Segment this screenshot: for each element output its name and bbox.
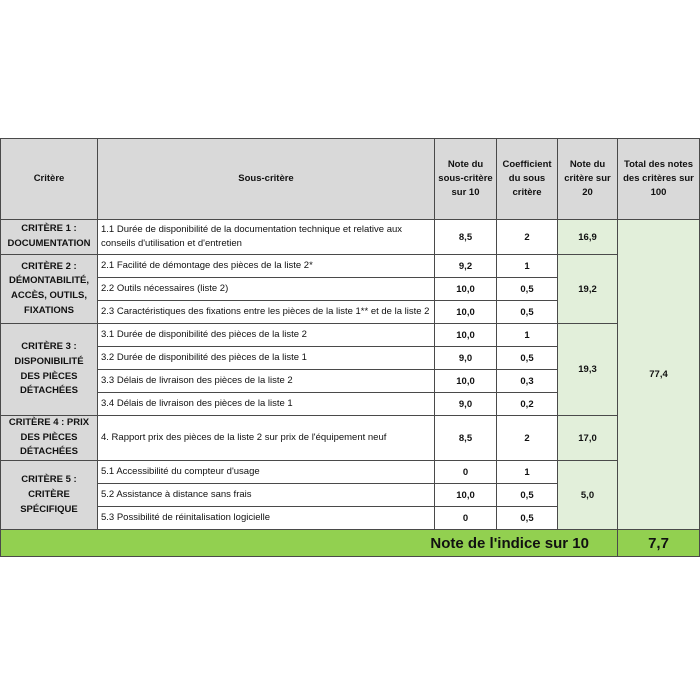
criterion-5-score: 5,0 bbox=[558, 461, 618, 530]
sub-criterion-label: 5.3 Possibilité de réinitalisation logicielle bbox=[98, 507, 435, 530]
header-total: Total des notes des critères sur 100 bbox=[618, 139, 700, 220]
header-sous-critere: Sous-critère bbox=[98, 139, 435, 220]
criterion-2-score: 19,2 bbox=[558, 255, 618, 324]
sub-criterion-coef: 1 bbox=[497, 255, 558, 278]
sub-criterion-note: 9,2 bbox=[435, 255, 497, 278]
sub-criterion-coef: 0,5 bbox=[497, 484, 558, 507]
footer-row bbox=[1, 530, 700, 557]
sub-criterion-label: 3.3 Délais de livraison des pièces de la liste 2 bbox=[98, 370, 435, 393]
header-row bbox=[1, 139, 700, 220]
table-row bbox=[1, 255, 700, 278]
sub-criterion-label: 2.1 Facilité de démontage des pièces de la liste 2* bbox=[98, 255, 435, 278]
sub-criterion-coef: 0,5 bbox=[497, 347, 558, 370]
sub-criterion-note: 9,0 bbox=[435, 347, 497, 370]
table-row bbox=[1, 416, 700, 461]
table-row bbox=[1, 461, 700, 484]
footer-label: Note de l'indice sur 10 bbox=[1, 530, 618, 557]
criterion-3-name: CRITÈRE 3 : DISPONIBILITÉ DES PIÈCES DÉTACHÉES bbox=[1, 324, 98, 416]
criterion-1-name: CRITÈRE 1 : DOCUMENTATION bbox=[1, 220, 98, 255]
criterion-3-score: 19,3 bbox=[558, 324, 618, 416]
table-row bbox=[1, 220, 700, 255]
sub-criterion-coef: 0,3 bbox=[497, 370, 558, 393]
sub-criterion-coef: 2 bbox=[497, 416, 558, 461]
criterion-4-name: CRITÈRE 4 : PRIX DES PIÈCES DÉTACHÉES bbox=[1, 416, 98, 461]
sub-criterion-coef: 2 bbox=[497, 220, 558, 255]
header-note-sous-critere: Note du sous-critère sur 10 bbox=[435, 139, 497, 220]
sub-criterion-label: 4. Rapport prix des pièces de la liste 2 sur prix de l'équipement neuf bbox=[98, 416, 435, 461]
sub-criterion-label: 1.1 Durée de disponibilité de la documentation technique et relative aux conseils d'utilisation et d'entretien bbox=[98, 220, 435, 255]
sub-criterion-note: 9,0 bbox=[435, 393, 497, 416]
sub-criterion-note: 0 bbox=[435, 461, 497, 484]
sub-criterion-note: 10,0 bbox=[435, 301, 497, 324]
sub-criterion-note: 10,0 bbox=[435, 324, 497, 347]
sub-criterion-note: 10,0 bbox=[435, 484, 497, 507]
sub-criterion-note: 10,0 bbox=[435, 278, 497, 301]
sub-criterion-coef: 1 bbox=[497, 461, 558, 484]
criterion-1-score: 16,9 bbox=[558, 220, 618, 255]
header-coefficient: Coefficient du sous critère bbox=[497, 139, 558, 220]
sub-criterion-note: 10,0 bbox=[435, 370, 497, 393]
sub-criterion-coef: 0,2 bbox=[497, 393, 558, 416]
repairability-score-table bbox=[0, 138, 700, 557]
sub-criterion-coef: 1 bbox=[497, 324, 558, 347]
criterion-4-score: 17,0 bbox=[558, 416, 618, 461]
footer-index-value: 7,7 bbox=[618, 530, 700, 557]
sub-criterion-note: 0 bbox=[435, 507, 497, 530]
table-row bbox=[1, 324, 700, 347]
sub-criterion-coef: 0,5 bbox=[497, 278, 558, 301]
sub-criterion-label: 3.4 Délais de livraison des pièces de la liste 1 bbox=[98, 393, 435, 416]
sub-criterion-label: 3.1 Durée de disponibilité des pièces de la liste 2 bbox=[98, 324, 435, 347]
sub-criterion-label: 2.2 Outils nécessaires (liste 2) bbox=[98, 278, 435, 301]
sub-criterion-note: 8,5 bbox=[435, 416, 497, 461]
criterion-5-name: CRITÈRE 5 : CRITÈRE SPÉCIFIQUE bbox=[1, 461, 98, 530]
sub-criterion-note: 8,5 bbox=[435, 220, 497, 255]
header-critere: Critère bbox=[1, 139, 98, 220]
criterion-2-name: CRITÈRE 2 : DÉMONTABILITÉ, ACCÈS, OUTILS, FIXATIONS bbox=[1, 255, 98, 324]
sub-criterion-label: 2.3 Caractéristiques des fixations entre les pièces de la liste 1** et de la liste 2 bbox=[98, 301, 435, 324]
sub-criterion-label: 5.1 Accessibilité du compteur d'usage bbox=[98, 461, 435, 484]
sub-criterion-label: 3.2 Durée de disponibilité des pièces de la liste 1 bbox=[98, 347, 435, 370]
sub-criterion-coef: 0,5 bbox=[497, 301, 558, 324]
header-note-critere: Note du critère sur 20 bbox=[558, 139, 618, 220]
sub-criterion-label: 5.2 Assistance à distance sans frais bbox=[98, 484, 435, 507]
sub-criterion-coef: 0,5 bbox=[497, 507, 558, 530]
total-score: 77,4 bbox=[618, 220, 700, 530]
